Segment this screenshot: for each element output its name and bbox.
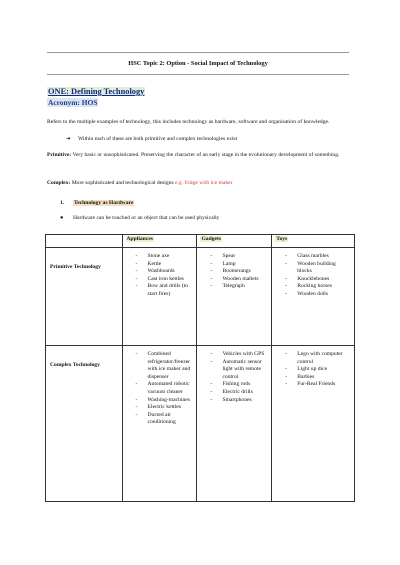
list-item: - Electric kettles	[126, 404, 194, 412]
header-empty-cell	[46, 235, 123, 248]
primitive-text: Very basic or unsophisticated. Preserving the character of an early stage in the evolutionary development of something.	[71, 152, 340, 158]
list-item: - Combined refrigerator/freezer with ice maker and dispenser	[126, 351, 194, 381]
list-item: - Fishing rods	[200, 381, 268, 389]
primitive-term: Primitive:	[47, 152, 72, 158]
hardware-bullet	[60, 215, 219, 221]
arrow-point-text: Within each of these are both primitive and complex technologies exist	[78, 136, 238, 142]
list-item: - Vehicles with GPS	[200, 351, 268, 359]
list-item: - Wooden building blocks	[275, 261, 351, 276]
list-item: - Barbies	[275, 374, 351, 382]
top-rule	[47, 52, 349, 53]
header-appliances: Appliances	[122, 235, 197, 248]
bullet-icon: ●	[60, 215, 64, 221]
arrow-icon: ➔	[66, 136, 71, 142]
primitive-definition	[47, 151, 353, 159]
complex-text: More sophisticated and technological designs	[70, 180, 176, 186]
table-row-complex	[46, 346, 355, 502]
cell-complex-appliances	[122, 346, 197, 502]
complex-term: Complex:	[47, 180, 71, 186]
list-item: - Wooden dolls	[275, 291, 351, 299]
row-label-complex: Complex Technology	[46, 346, 123, 502]
list-item: - Electric drills	[200, 389, 268, 397]
list-item: - Smartphones	[200, 397, 268, 405]
list-item: - Washing-machines	[126, 397, 194, 405]
complex-definition	[47, 179, 353, 187]
cell-complex-toys	[272, 346, 355, 502]
list-item: - Lamp	[200, 261, 268, 269]
cell-complex-gadgets	[197, 346, 272, 502]
list-item: - Glass marbles	[275, 253, 351, 261]
hardware-bullet-text: Hardware can be touched or an object that can be used physically	[73, 215, 220, 221]
list-item: - Lego with computer control	[275, 351, 351, 366]
list-item: - Boomerangs	[200, 268, 268, 276]
cell-primitive-gadgets	[197, 248, 272, 346]
list-item: - Automated robotic vacuum cleaner	[126, 381, 194, 396]
title-rule	[47, 74, 349, 75]
section-acronym: Acronym: HOS	[48, 98, 98, 107]
intro-paragraph: Refers to the multiple examples of technology, this includes technology as hardware, software and organisation of knowledge.	[47, 119, 330, 125]
list-item: - Kettle	[126, 261, 194, 269]
list-item: - Fur-Real Friends	[275, 381, 351, 389]
cell-primitive-toys	[272, 248, 355, 346]
list-item: - Wooden mallets	[200, 276, 268, 284]
complex-example: e.g. fridge with ice maker	[175, 180, 233, 186]
subsection-heading	[60, 200, 134, 206]
technology-table	[45, 234, 355, 502]
table-row-primitive	[46, 248, 355, 346]
document-title: HSC Topic 2: Option - Social Impact of Technology	[128, 60, 268, 67]
list-item: - Ducted air conditioning	[126, 412, 194, 427]
subsection-title: Technology as Hardware	[74, 200, 134, 206]
list-item: - Telegraph	[200, 283, 268, 291]
header-toys: Toys	[272, 235, 355, 248]
table-header-row	[46, 235, 355, 248]
section-heading: ONE: Defining Technology	[48, 87, 145, 96]
list-item: - Rocking horses	[275, 283, 351, 291]
list-item: - Automatic sensor light with remote control	[200, 359, 268, 382]
list-item: - Knucklebones	[275, 276, 351, 284]
list-item: - Bow and drills (to start fires)	[126, 283, 194, 298]
list-item: - Stone axe	[126, 253, 194, 261]
list-item: - Cast iron kettles	[126, 276, 194, 284]
row-label-primitive: Primitive Technology	[46, 248, 123, 346]
cell-primitive-appliances	[122, 248, 197, 346]
list-item: - Light up dice	[275, 366, 351, 374]
list-item: - Spear	[200, 253, 268, 261]
arrow-point	[66, 135, 237, 143]
subsection-number: 1.	[60, 200, 65, 206]
header-gadgets: Gadgets	[197, 235, 272, 248]
list-item: - Washboards	[126, 268, 194, 276]
